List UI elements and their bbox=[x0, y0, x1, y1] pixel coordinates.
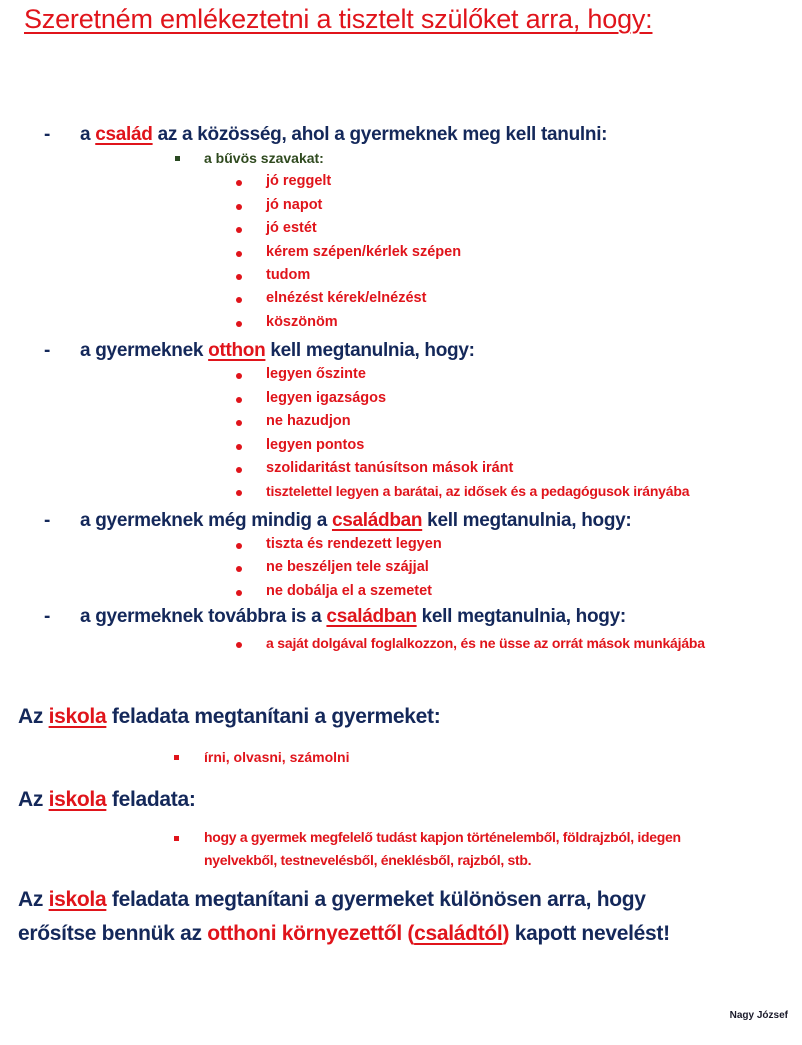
bullet-icon bbox=[236, 397, 242, 403]
list-item: hogy a gyermek megfelelő tudást kapjon történelemből, földrajzból, idegen bbox=[204, 829, 681, 845]
highlight-word: otthon bbox=[208, 340, 266, 361]
section-heading-1 bbox=[0, 124, 802, 150]
heading-text: kapott nevelést! bbox=[509, 922, 670, 945]
bullet-icon bbox=[236, 444, 242, 450]
list-item: elnézést kérek/elnézést bbox=[266, 290, 427, 306]
heading-text: feladata: bbox=[106, 788, 196, 811]
highlight-word: iskola bbox=[48, 705, 107, 728]
section-heading-3 bbox=[0, 510, 802, 536]
highlight-word: családban bbox=[331, 510, 423, 531]
highlight-word: családtól bbox=[414, 922, 503, 945]
list-item: legyen pontos bbox=[266, 437, 365, 453]
final-statement-line-2 bbox=[18, 922, 670, 946]
list-item: kérem szépen/kérlek szépen bbox=[266, 244, 462, 260]
heading-text: Az bbox=[18, 888, 49, 911]
heading-text: feladata megtanítani a gyermeket: bbox=[106, 705, 441, 728]
bullet-icon bbox=[236, 204, 242, 210]
list-item: jó napot bbox=[266, 197, 323, 213]
final-statement-line-1 bbox=[18, 888, 646, 912]
heading-text: a bbox=[80, 124, 96, 145]
list-item: tudom bbox=[266, 267, 311, 283]
heading-text: kell megtanulnia, hogy: bbox=[416, 606, 626, 627]
bullet-icon bbox=[236, 373, 242, 379]
dash-marker: - bbox=[44, 124, 51, 145]
bullet-icon bbox=[236, 490, 242, 496]
bullet-icon bbox=[236, 566, 242, 572]
square-bullet-icon bbox=[174, 836, 179, 841]
list-item: tisztelettel legyen a barátai, az idősek és a pedagógusok irányába bbox=[266, 483, 690, 499]
highlight-word: család bbox=[95, 124, 153, 145]
page-title: Szeretném emlékeztetni a tisztelt szülőket arra, hogy: bbox=[24, 4, 653, 34]
school-heading-2 bbox=[18, 788, 196, 812]
heading-text: a gyermeknek bbox=[80, 340, 209, 361]
list-item: legyen őszinte bbox=[266, 366, 366, 382]
bullet-icon bbox=[236, 467, 242, 473]
bullet-icon bbox=[236, 297, 242, 303]
highlight-word: iskola bbox=[48, 888, 107, 911]
dash-marker: - bbox=[44, 340, 51, 361]
dash-marker: - bbox=[44, 510, 51, 531]
section-heading-4 bbox=[0, 606, 802, 632]
bullet-icon bbox=[236, 590, 242, 596]
heading-text: erősítse bennük az bbox=[18, 922, 208, 945]
heading-text: feladata megtanítani a gyermeket különösen arra, hogy bbox=[106, 888, 646, 911]
heading-text: a gyermeknek még mindig a bbox=[80, 510, 332, 531]
list-item: írni, olvasni, számolni bbox=[204, 749, 350, 765]
bullet-icon bbox=[236, 274, 242, 280]
list-item: jó estét bbox=[266, 220, 317, 236]
heading-text: a gyermeknek továbbra is a bbox=[80, 606, 327, 627]
list-item-continued: nyelvekből, testnevelésből, éneklésből, rajzból, stb. bbox=[204, 852, 532, 868]
list-item: a saját dolgával foglalkozzon, és ne üsse az orrát mások munkájába bbox=[266, 635, 705, 651]
list-item: legyen igazságos bbox=[266, 390, 387, 406]
sub-heading: a bűvös szavakat: bbox=[204, 150, 324, 166]
list-item: szolidaritást tanúsítson mások iránt bbox=[266, 460, 514, 476]
bullet-icon bbox=[236, 321, 242, 327]
list-item: tiszta és rendezett legyen bbox=[266, 536, 442, 552]
school-heading-1 bbox=[18, 705, 440, 729]
list-item: jó reggelt bbox=[266, 173, 332, 189]
paren-open: ( bbox=[407, 922, 415, 945]
heading-text: kell megtanulnia, hogy: bbox=[265, 340, 475, 361]
bullet-icon bbox=[236, 642, 242, 648]
dash-marker: - bbox=[44, 606, 51, 627]
bullet-icon bbox=[236, 543, 242, 549]
highlight-phrase: otthoni környezettől bbox=[207, 922, 408, 945]
list-item: ne hazudjon bbox=[266, 413, 351, 429]
heading-text: Az bbox=[18, 788, 49, 811]
bullet-icon bbox=[236, 251, 242, 257]
highlight-word: iskola bbox=[48, 788, 107, 811]
heading-text: az a közösség, ahol a gyermeknek meg kell tanulni: bbox=[152, 124, 608, 145]
signature: Nagy József bbox=[729, 1010, 788, 1021]
section-heading-2 bbox=[0, 340, 802, 366]
list-item: ne beszéljen tele szájjal bbox=[266, 559, 429, 575]
paren-close: ) bbox=[502, 922, 510, 945]
list-item: köszönöm bbox=[266, 314, 338, 330]
square-bullet-icon bbox=[174, 755, 179, 760]
bullet-icon bbox=[236, 420, 242, 426]
heading-text: Az bbox=[18, 705, 49, 728]
heading-text: kell megtanulnia, hogy: bbox=[422, 510, 632, 531]
square-bullet-icon bbox=[175, 156, 180, 161]
bullet-icon bbox=[236, 180, 242, 186]
bullet-icon bbox=[236, 227, 242, 233]
list-item: ne dobálja el a szemetet bbox=[266, 583, 433, 599]
highlight-word: családban bbox=[326, 606, 417, 627]
